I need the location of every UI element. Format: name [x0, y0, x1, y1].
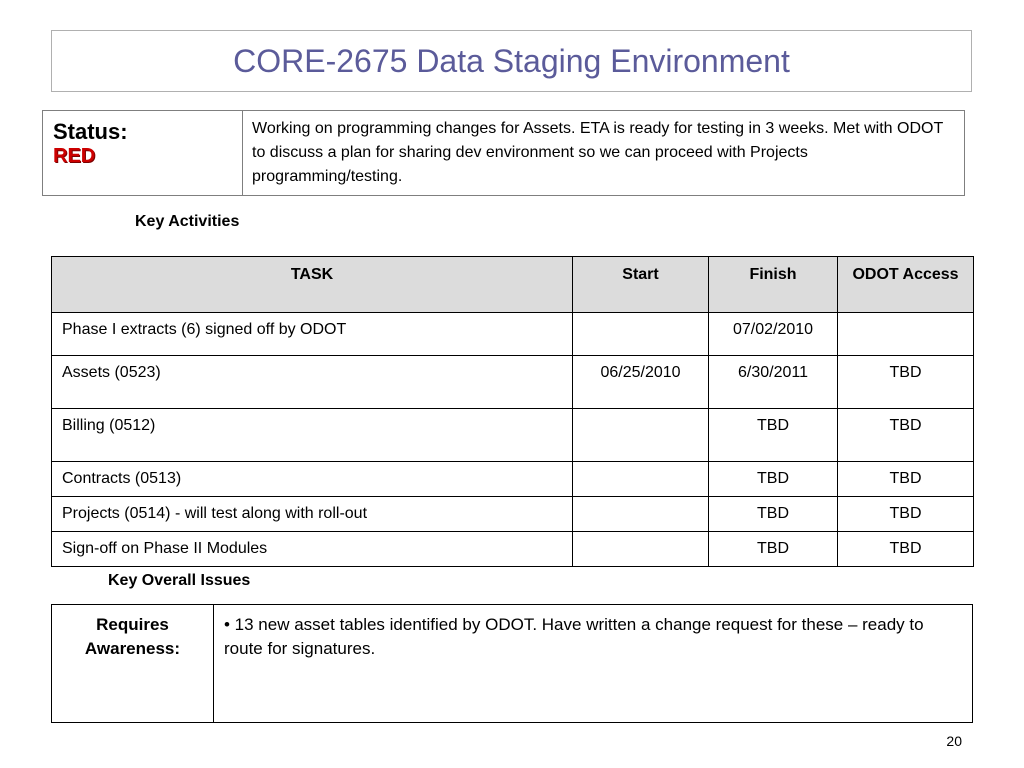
- key-overall-issues-table: [51, 604, 973, 723]
- start-cell: [573, 313, 709, 356]
- status-label-cell: [43, 111, 243, 196]
- start-cell: 06/25/2010: [573, 356, 709, 409]
- header-odot-access: ODOT Access: [838, 257, 974, 313]
- table-row: [52, 462, 974, 497]
- title-box: [51, 30, 972, 92]
- task-cell: Projects (0514) - will test along with roll-out: [52, 497, 573, 532]
- odot-access-cell: TBD: [838, 409, 974, 462]
- finish-cell: 6/30/2011: [709, 356, 838, 409]
- header-start: Start: [573, 257, 709, 313]
- slide-title: CORE-2675 Data Staging Environment: [233, 42, 790, 79]
- status-label: Status:: [53, 119, 128, 144]
- start-cell: [573, 497, 709, 532]
- task-cell: Contracts (0513): [52, 462, 573, 497]
- key-activities-heading: Key Activities: [135, 213, 240, 230]
- status-value: RED: [53, 145, 96, 167]
- finish-cell: TBD: [709, 532, 838, 567]
- task-cell: Phase I extracts (6) signed off by ODOT: [52, 313, 573, 356]
- table-row: [52, 356, 974, 409]
- finish-cell: TBD: [709, 497, 838, 532]
- table-row: [52, 313, 974, 356]
- header-task: TASK: [52, 257, 573, 313]
- odot-access-cell: TBD: [838, 532, 974, 567]
- header-finish: Finish: [709, 257, 838, 313]
- start-cell: [573, 532, 709, 567]
- finish-cell: TBD: [709, 409, 838, 462]
- status-table: [42, 110, 965, 196]
- table-row: [52, 532, 974, 567]
- requires-awareness-label: Requires Awareness:: [52, 605, 214, 723]
- table-row: [52, 497, 974, 532]
- table-row: [52, 409, 974, 462]
- finish-cell: 07/02/2010: [709, 313, 838, 356]
- task-cell: Billing (0512): [52, 409, 573, 462]
- start-cell: [573, 462, 709, 497]
- start-cell: [573, 409, 709, 462]
- odot-access-cell: TBD: [838, 356, 974, 409]
- page-number: 20: [946, 733, 962, 749]
- status-description: Working on programming changes for Assets. ETA is ready for testing in 3 weeks. Met with ODOT to discuss a plan for sharing dev environment so we can proceed with Projects programming/testing.: [243, 111, 965, 196]
- finish-cell: TBD: [709, 462, 838, 497]
- key-activities-table: [51, 256, 974, 567]
- task-cell: Assets (0523): [52, 356, 573, 409]
- odot-access-cell: TBD: [838, 462, 974, 497]
- issues-text: • 13 new asset tables identified by ODOT. Have written a change request for these – ready to route for signatures.: [214, 605, 973, 723]
- odot-access-cell: TBD: [838, 497, 974, 532]
- key-overall-issues-heading: Key Overall Issues: [108, 572, 251, 589]
- table-header-row: [52, 257, 974, 313]
- task-cell: Sign-off on Phase II Modules: [52, 532, 573, 567]
- odot-access-cell: [838, 313, 974, 356]
